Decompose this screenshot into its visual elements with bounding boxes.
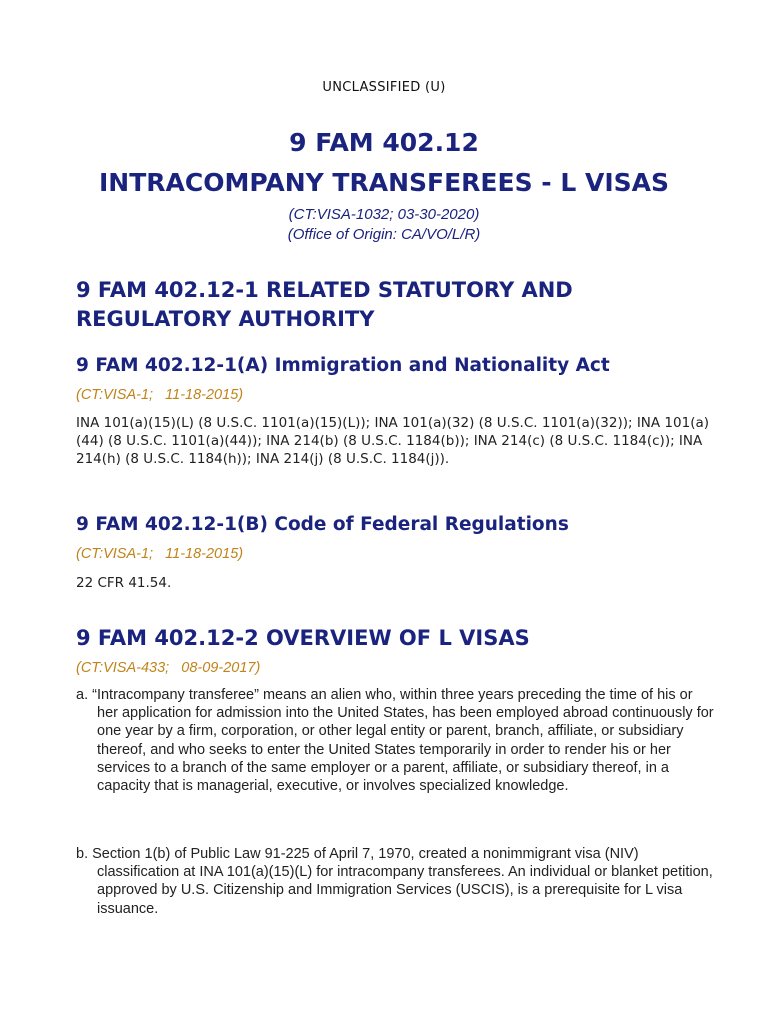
section-2-change-transmittal: (CT:VISA-433; 08-09-2017) <box>76 660 261 676</box>
document-title: INTRACOMPANY TRANSFEREES - L VISAS <box>98 168 670 197</box>
document-number: 9 FAM 402.12 <box>289 128 479 157</box>
section-heading-402-12-1a: 9 FAM 402.12-1(A) Immigration and Nationality Act <box>76 355 610 376</box>
section-1a-body: INA 101(a)(15)(L) (8 U.S.C. 1101(a)(15)(L)); INA 101(a)(32) (8 U.S.C. 1101(a)(32)); INA 101(a)(44) (8 U.S.C. 1101(a)(44)); INA 214(b) (8 U.S.C. 1184(b)); INA 214(c) (8 U.S.C. 1184(c)); INA 214(h) (8 U.S.C. 1184(h)); INA 214(j) (8 U.S.C. 1184(j)). <box>76 415 709 467</box>
section-2-paragraph-a: a. “Intracompany transferee” means an alien who, within three years preceding the time of his or her application for admission into the United States, has been employed abroad continuously for one year by a firm, corporation, or other legal entity or parent, branch, affiliate, or subsidiary thereof, and who seeks to enter the United States temporarily in order to render his or her services to a branch of the same employer or a parent, affiliate, or subsidiary thereof, in a capacity that is managerial, executive, or involves specialized knowledge. <box>76 687 714 795</box>
section-1a-change-transmittal: (CT:VISA-1; 11-18-2015) <box>76 387 244 403</box>
section-heading-402-12-2: 9 FAM 402.12-2 OVERVIEW OF L VISAS <box>76 626 530 650</box>
section-1b-change-transmittal: (CT:VISA-1; 11-18-2015) <box>76 546 244 562</box>
section-heading-402-12-1b: 9 FAM 402.12-1(B) Code of Federal Regulations <box>76 514 569 535</box>
section-1b-body: 22 CFR 41.54. <box>76 575 172 591</box>
office-of-origin: (Office of Origin: CA/VO/L/R) <box>287 226 481 243</box>
section-heading-402-12-1: 9 FAM 402.12-1 RELATED STATUTORY AND REGULATORY AUTHORITY <box>76 278 573 331</box>
section-2-paragraph-b: b. Section 1(b) of Public Law 91-225 of April 7, 1970, created a nonimmigrant visa (NIV) classification at INA 101(a)(15)(L) for intracompany transferees. An individual or blanket petition, approved by U.S. Citizenship and Immigration Services (USCIS), is a prerequisite for L visa issuance. <box>76 846 713 917</box>
classification-banner: UNCLASSIFIED (U) <box>322 80 446 95</box>
change-transmittal: (CT:VISA-1032; 03-30-2020) <box>288 206 480 223</box>
